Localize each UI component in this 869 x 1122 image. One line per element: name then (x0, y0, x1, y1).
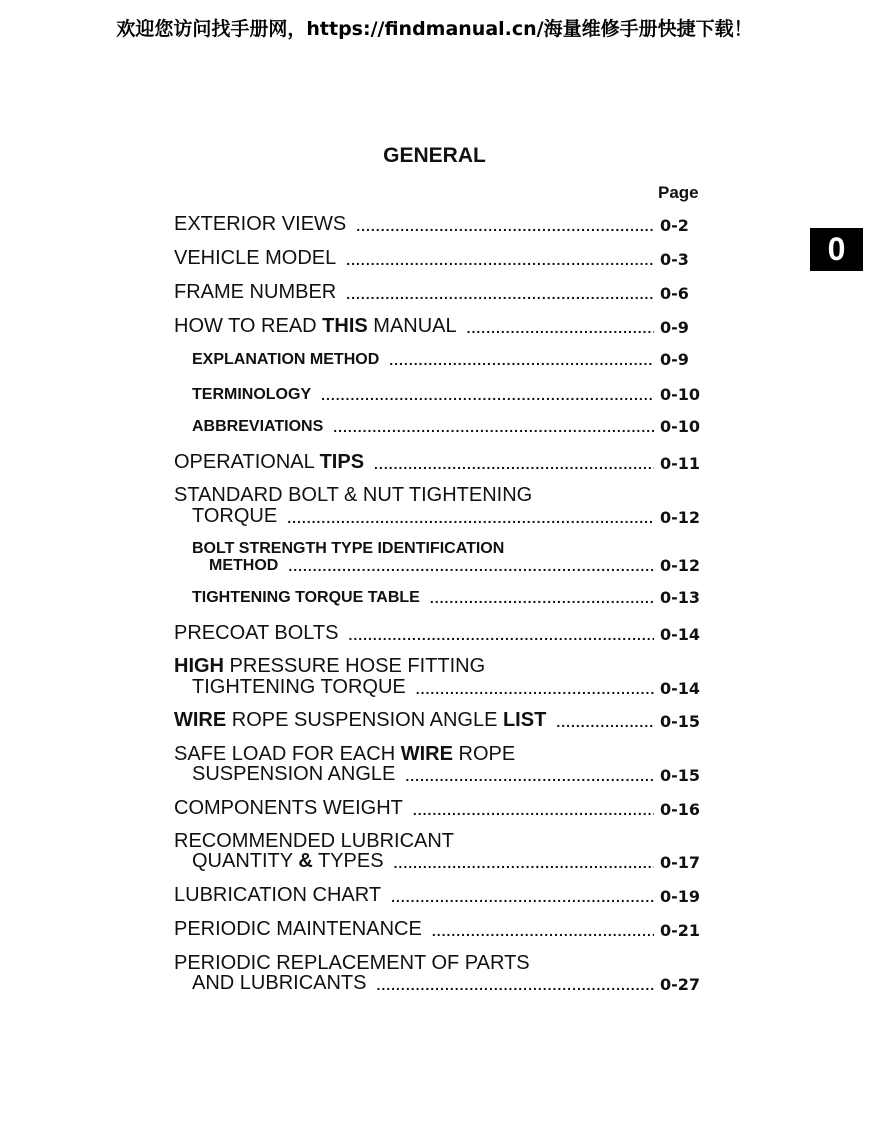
leader-dots (416, 682, 654, 697)
label-part-bold: & (298, 850, 313, 872)
leader-dots (321, 388, 654, 403)
toc-entry-page: 0-21 (660, 921, 701, 940)
toc-entry-page: 0-9 (660, 350, 689, 369)
leader-dots (467, 321, 654, 336)
toc-entry[interactable] (174, 798, 702, 818)
toc-entry[interactable] (192, 973, 702, 993)
label-part: OPERATIONAL (174, 451, 320, 473)
toc-entry-label: METHOD (209, 557, 279, 574)
toc-entry-label: TERMINOLOGY (192, 386, 312, 403)
toc-entry-label-line1: PERIODIC REPLACEMENT OF PARTS (174, 952, 530, 974)
leader-dots (394, 856, 654, 871)
label-part: MANUAL (367, 315, 457, 337)
leader-dots (391, 890, 654, 905)
toc-entry-label (174, 452, 364, 472)
toc-subentry[interactable] (192, 352, 702, 368)
label-part: QUANTITY (192, 850, 299, 872)
toc-entry-page: 0-12 (660, 508, 701, 527)
toc-entry[interactable] (174, 919, 702, 939)
toc-entry[interactable] (192, 506, 702, 526)
toc-entry-page: 0-15 (660, 712, 701, 731)
label-part: ROPE SUSPENSION ANGLE (226, 709, 503, 731)
label-part: PRESSURE HOSE FITTING (224, 655, 486, 677)
toc-subentry[interactable] (192, 419, 702, 435)
leader-dots (348, 628, 654, 643)
toc-entry[interactable] (174, 248, 702, 268)
leader-dots (376, 978, 654, 993)
page-title: GENERAL (383, 144, 486, 167)
toc-entry[interactable] (174, 710, 702, 730)
leader-dots (346, 253, 654, 268)
leader-dots (430, 591, 654, 606)
label-part: SAFE LOAD FOR EACH (174, 743, 401, 765)
leader-dots (432, 924, 654, 939)
toc-entry[interactable] (192, 851, 702, 871)
leader-dots (333, 420, 654, 435)
toc-entry-page: 0-10 (660, 385, 701, 404)
label-part-bold: TIPS (319, 451, 365, 473)
leader-dots (288, 559, 654, 574)
toc-entry-page: 0-11 (660, 454, 701, 473)
download-banner: 欢迎您访问找手册网，https://findmanual.cn/海量维修手册快捷下载！ (116, 18, 753, 40)
toc-entry-page: 0-14 (660, 679, 701, 698)
toc-entry-label: AND LUBRICANTS (192, 972, 367, 994)
toc-entry-page: 0-9 (660, 318, 689, 337)
label-part: ROPE (452, 743, 516, 765)
toc-entry-label: VEHICLE MODEL (174, 247, 337, 269)
toc-entry-page: 0-27 (660, 975, 701, 994)
toc-entry[interactable] (192, 764, 702, 784)
toc-entry-label (174, 710, 546, 730)
leader-dots (556, 715, 654, 730)
label-part: HOW TO READ (174, 315, 323, 337)
toc-entry-label: EXTERIOR VIEWS (174, 213, 347, 235)
toc-entry-label: SUSPENSION ANGLE (192, 763, 396, 785)
toc-entry-label: PERIODIC MAINTENANCE (174, 918, 422, 940)
toc-entry-page: 0-12 (660, 556, 701, 575)
toc-entry-label-line1 (174, 656, 485, 676)
leader-dots (413, 803, 654, 818)
page-column-label: Page (658, 183, 699, 202)
toc-entry-page: 0-2 (660, 216, 689, 235)
label-part-bold: WIRE (400, 743, 453, 765)
label-part: TYPES (312, 850, 384, 872)
leader-dots (374, 457, 654, 472)
toc-entry-label (174, 316, 457, 336)
label-part-bold: HIGH (174, 655, 224, 677)
toc-entry[interactable] (174, 282, 702, 302)
toc-subentry[interactable] (209, 558, 702, 574)
leader-dots (389, 353, 654, 368)
leader-dots (405, 769, 654, 784)
toc-entry-label-line1: RECOMMENDED LUBRICANT (174, 830, 455, 852)
toc-entry[interactable] (174, 885, 702, 905)
leader-dots (287, 511, 654, 526)
toc-entry-label: FRAME NUMBER (174, 281, 337, 303)
toc-entry-label-line1: STANDARD BOLT & NUT TIGHTENING (174, 484, 533, 506)
label-part-bold: WIRE (174, 709, 227, 731)
section-tab: 0 (810, 228, 863, 271)
toc-entry-label: COMPONENTS WEIGHT (174, 797, 403, 819)
toc-entry-label: EXPLANATION METHOD (192, 351, 380, 368)
toc-entry[interactable] (174, 452, 702, 472)
toc-entry-label: TIGHTENING TORQUE TABLE (192, 589, 420, 606)
toc-subentry[interactable] (192, 590, 702, 606)
toc-entry-label (192, 851, 384, 871)
toc-entry-page: 0-17 (660, 853, 701, 872)
toc-entry-page: 0-6 (660, 284, 689, 303)
toc-entry[interactable] (174, 214, 702, 234)
leader-dots (346, 287, 654, 302)
toc-entry[interactable] (174, 316, 702, 336)
toc-entry-label-line1 (174, 744, 515, 764)
toc-entry-page: 0-19 (660, 887, 701, 906)
toc-entry-label: PRECOAT BOLTS (174, 622, 339, 644)
toc-entry-label: LUBRICATION CHART (174, 884, 382, 906)
toc-entry-label: ABBREVIATIONS (192, 418, 324, 435)
toc-entry-label-line1: BOLT STRENGTH TYPE IDENTIFICATION (192, 540, 505, 557)
toc-entry[interactable] (192, 677, 702, 697)
leader-dots (356, 219, 654, 234)
toc-entry-page: 0-14 (660, 625, 701, 644)
toc-entry-page: 0-16 (660, 800, 701, 819)
toc-entry-page: 0-15 (660, 766, 701, 785)
toc-entry-label: TIGHTENING TORQUE (192, 676, 406, 698)
toc-entry-label: TORQUE (192, 505, 278, 527)
toc-entry-page: 0-10 (660, 417, 701, 436)
toc-entry-page: 0-13 (660, 588, 701, 607)
toc-subentry[interactable] (192, 387, 702, 403)
label-part-bold: LIST (502, 709, 547, 731)
label-part-bold: THIS (322, 315, 368, 337)
toc-entry[interactable] (174, 623, 702, 643)
toc-entry-page: 0-3 (660, 250, 689, 269)
